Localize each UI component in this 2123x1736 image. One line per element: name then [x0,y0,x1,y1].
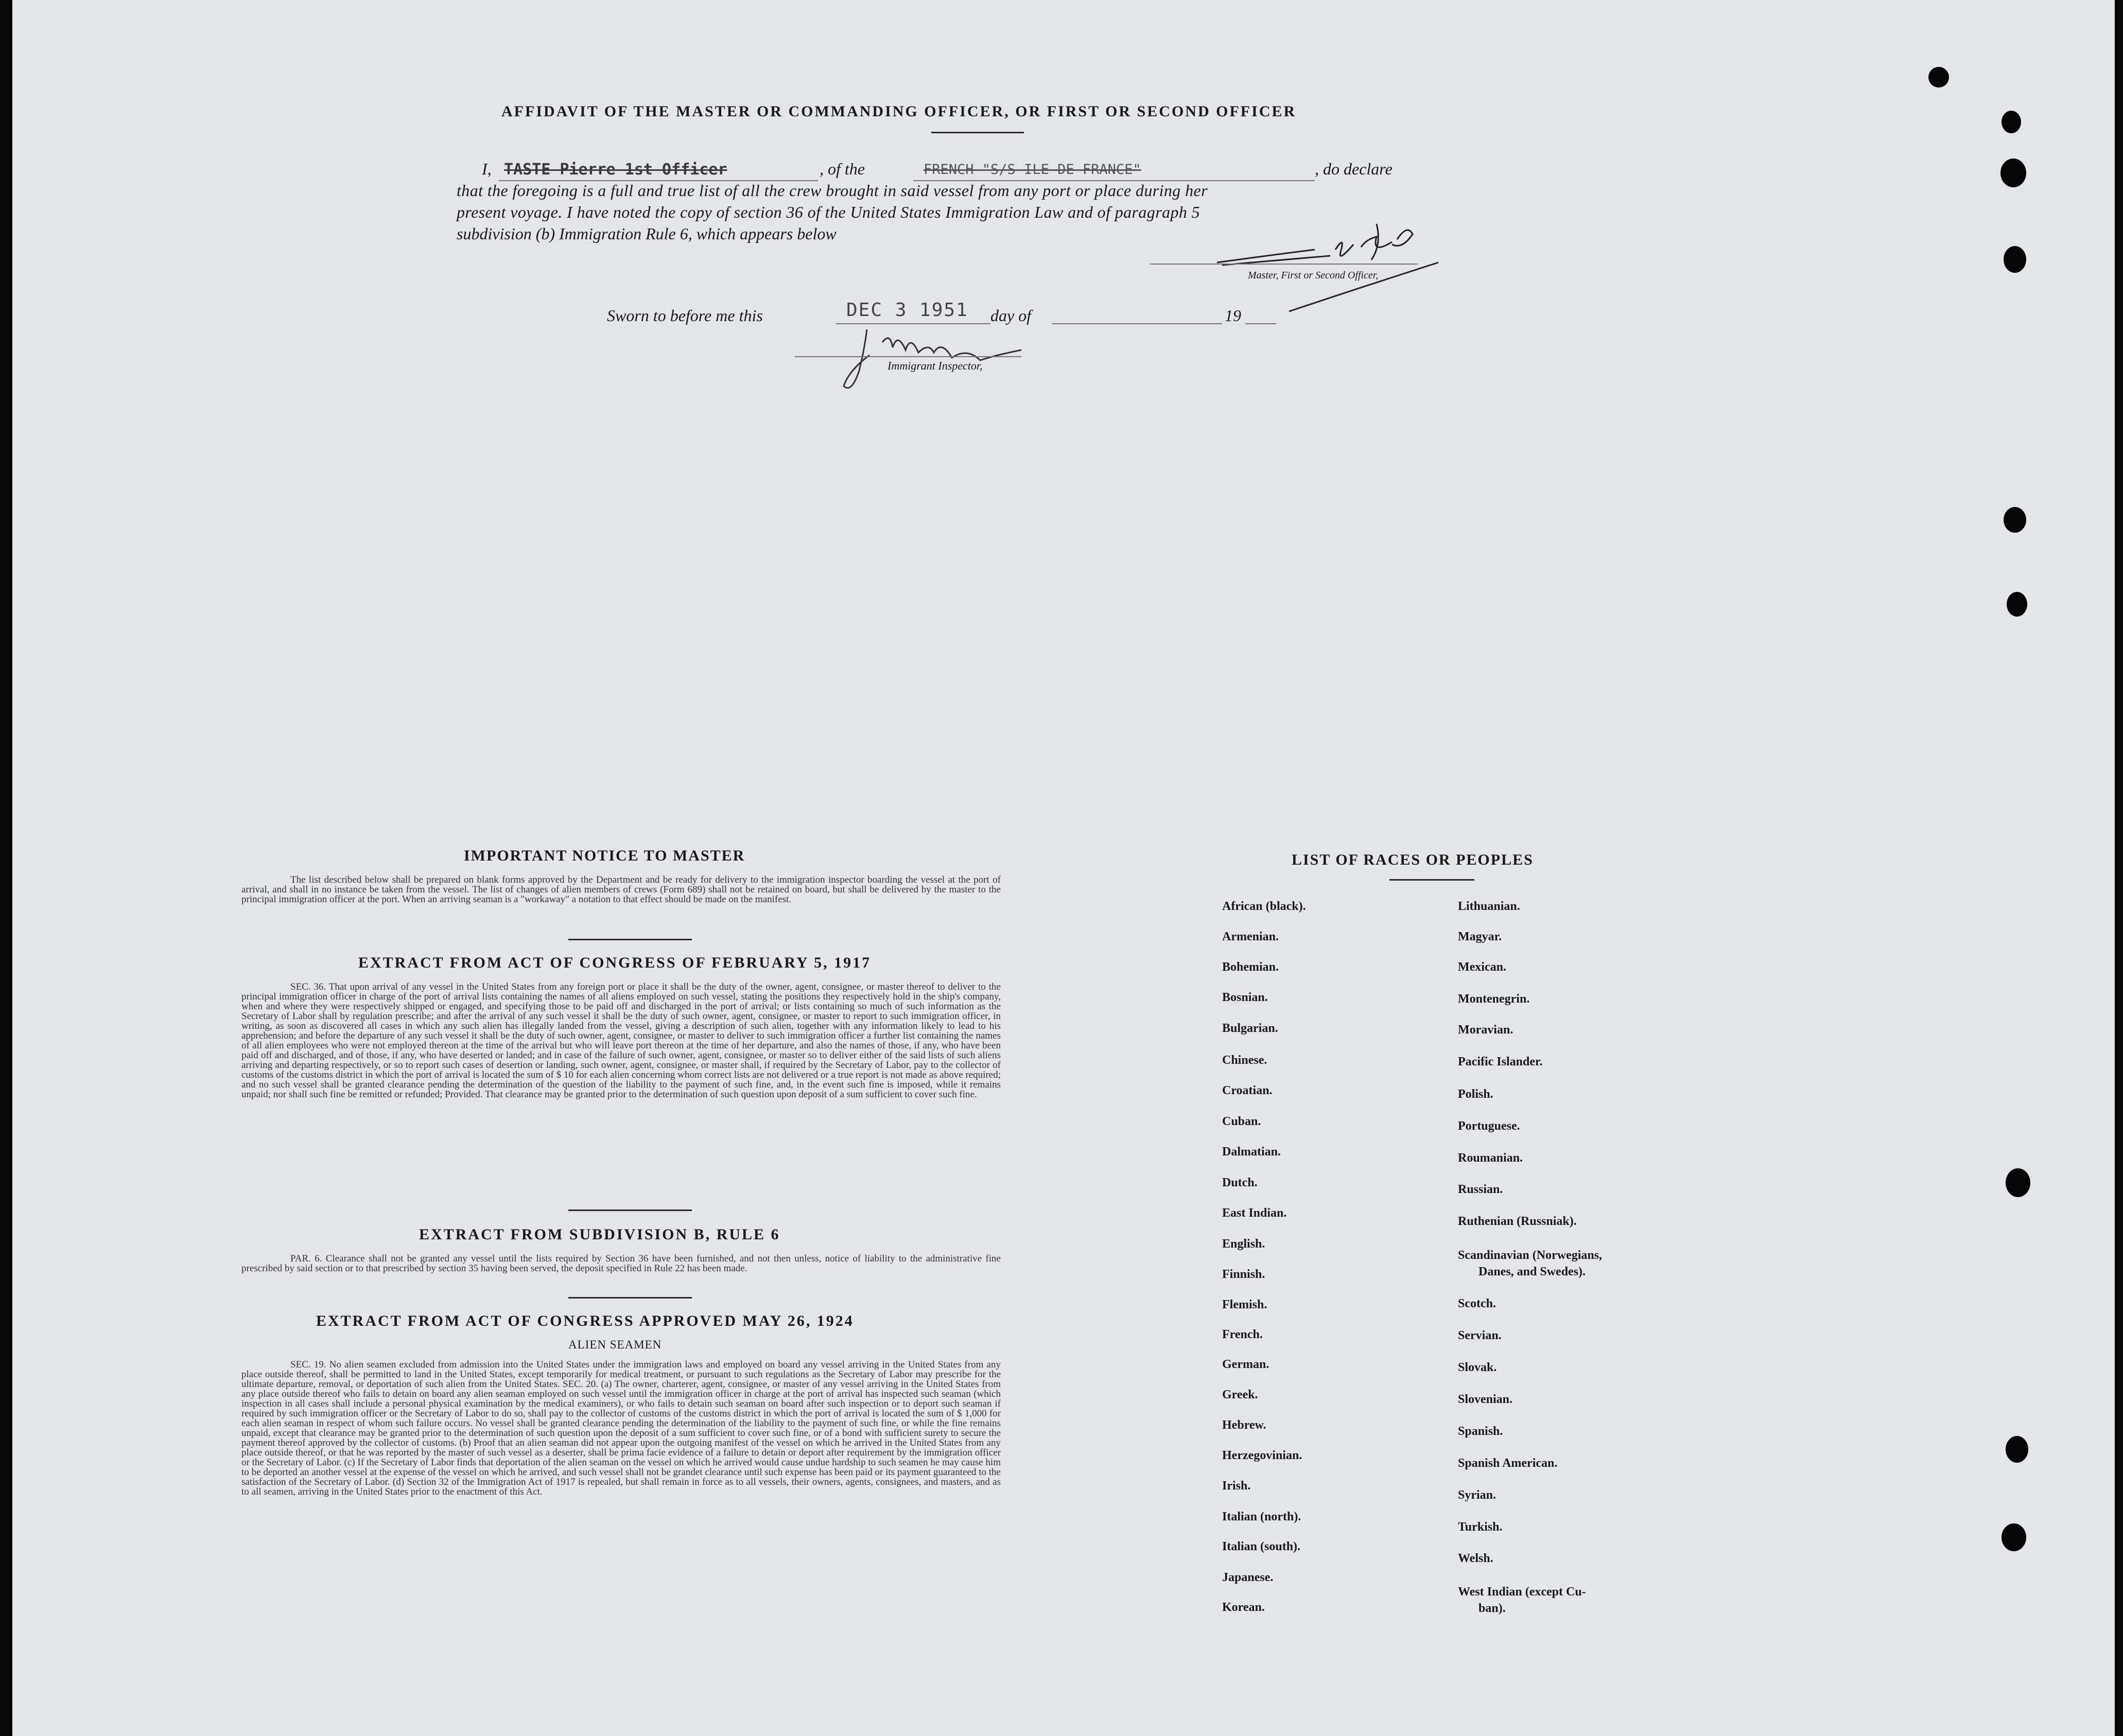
extract2-title: EXTRACT FROM SUBDIVISION B, RULE 6 [419,1226,780,1243]
races-title: LIST OF RACES OR PEOPLES [1292,851,1534,868]
title-underline [931,132,1024,133]
race-item: Herzegovinian. [1222,1449,1302,1462]
notice-body: The list described below shall be prepared on blank forms approved by the Department and be ready for delivery to the immigration inspector boarding the vessel at the port of arrival, and shall in no instance be taken from the vessel. The list of changes of alien members of crews (Form 689) shall not be retained on board, but shall be delivered by the master to the principal immigration officer at the port. When an arriving seaman is a "workaway" a notation to that effect should be made on the manifest. [241,874,1001,905]
race-item: Greek. [1222,1388,1258,1401]
inspector-caption: Immigrant Inspector, [888,359,983,372]
race-item: Dalmatian. [1222,1145,1281,1159]
race-item: Montenegrin. [1458,992,1530,1006]
race-item: Flemish. [1222,1298,1267,1311]
race-item: Portuguese. [1458,1119,1520,1133]
punch-hole [2004,246,2026,273]
sworn-prefix: Sworn to before me this [607,306,763,325]
race-item: German. [1222,1358,1269,1371]
race-item: Danes, and Swedes). [1478,1265,1586,1278]
race-item: Polish. [1458,1088,1493,1101]
race-item: West Indian (except Cu- [1458,1585,1586,1599]
divider [568,1209,692,1211]
race-item: Pacific Islander. [1458,1055,1543,1068]
race-item: Welsh. [1458,1552,1493,1565]
race-item: Cuban. [1222,1115,1261,1128]
officer-name-typed: TASTE Pierre 1st Officer [504,161,727,179]
extract2-body: PAR. 6. Clearance shall not be granted any vessel until the lists required by Section 36 have been furnished, and not then unless, notice of liability to the administrative fine prescribed by said section or to that prescribed by section 35 having been served, the deposit specified in Rule 22 has been made. [241,1253,1001,1274]
affidavit-do-declare: , do declare [1315,160,1393,178]
extract1-body: SEC. 36. That upon arrival of any vessel in the United States from any foreign port or place it shall be the duty of the owner, agent, consignee, or master thereof to deliver to the principal immigration officer in charge of the port of arrival lists containing the names of all aliens employed on such vessel, stating the positions they respectively hold in the ship's company, when and where they were respectively shipped or engaged, and specifying those to be paid off and discharged in the port of arrival; or lists containing so much of such information as the Secretary of Labor shall by regulation prescribe; and after the arrival of any such vessel it shall be the duty of such owner, agent, consignee, or master to report to such immigration officer, in writing, as soon as discovered all cases in which any such alien has illegally landed from the vessel, giving a description of such alien, together with any information likely to lead to his apprehension; and before the departure of any such vessel it shall be the duty of such owner, agent, consignee, or master to deliver to such immigration officer a further list containing the names of all alien employees who were not employed thereon at the time of the arrival but who will leave port thereon at the time of her departure, and also the names of those, if any, who have been paid off and discharged, and of those, if any, who have deserted or landed; and in case of the failure of such owner, agent, consignee, or master so to deliver either of the said lists of such aliens arriving and departing respectively, or so to report such cases of desertion or landing, such owner, agent, consignee, or master shall, if required by the Secretary of Labor, pay to the collector of customs of the customs district in which the port of arrival is located the sum of $ 10 for each alien concerning whom correct lists are not delivered or a true report is not made as above required; and no such vessel shall be granted clearance pending the determination of the question of the liability to the payment of such fine, and, in the event such fine is imposed, while it remains unpaid; nor shall such fine be remitted or refunded; Provided. That clearance may be granted prior to the determination of such question upon deposit of a sum sufficient to cover such fine. [241,981,1001,1100]
race-item: Turkish. [1458,1520,1503,1534]
affidavit-i: I, [482,160,492,178]
race-item: Spanish American. [1458,1457,1558,1470]
race-item: East Indian. [1222,1206,1287,1220]
divider [568,939,692,940]
race-item: Bohemian. [1222,960,1279,974]
divider [568,1297,692,1299]
race-item: Slovak. [1458,1361,1497,1374]
race-item: ban). [1478,1602,1506,1615]
race-item: Croatian. [1222,1084,1273,1097]
inspector-signature [805,319,1073,396]
notice-title: IMPORTANT NOTICE TO MASTER [464,847,745,864]
race-item: French. [1222,1328,1263,1341]
race-item: Italian (south). [1222,1540,1301,1553]
signature-caption: Master, First or Second Officer, [1248,270,1379,281]
race-item: Moravian. [1458,1023,1513,1037]
race-item: Finnish. [1222,1268,1265,1281]
race-item: Russian. [1458,1183,1503,1196]
race-item: Bulgarian. [1222,1022,1278,1035]
race-item: Chinese. [1222,1054,1267,1067]
year-fill-line [1245,323,1276,324]
race-item: Korean. [1222,1601,1265,1614]
affidavit-line-4: subdivision (b) Immigration Rule 6, which appears below [457,224,837,243]
affidavit-title: AFFIDAVIT OF THE MASTER OR COMMANDING OFFICER, OR FIRST OR SECOND OFFICER [501,103,1297,120]
punch-hole [1928,67,1949,87]
race-item: Japanese. [1222,1571,1274,1584]
extract3-body: SEC. 19. No alien seamen excluded from admission into the United States under the immigration laws and employed on board any vessel arriving in the United States from any place outside thereof, shall be permitted to land in the United States, except temporarily for medical treatment, or pursuant to such regulations as the Secretary of Labor may prescribe for the ultimate departure, removal, or deportation of such alien from the United States. SEC. 20. (a) The owner, charterer, agent, consignee, or master of any vessel arriving in the United States from any place outside thereof who fails to detain on board any alien seaman employed on such vessel until the immigration officer in charge at the port of arrival has inspected such seaman (which inspection in all cases shall include a personal physical examination by the medical examiners), or who fails to detain such seaman on board after such inspection or to deport such seaman if required by such immigration officer or the Secretary of Labor to do so, shall pay to the collector of customs of the customs district in which the port of arrival is located the sum of $ 1,000 for each alien seaman in respect of whom such failure occurs. No vessel shall be granted clearance pending the determination of the liability to the payment of such fine, or while the fine remains unpaid, except that clearance may be granted prior to the determination of such question upon the deposit of a sum sufficient to cover such fine, or of a bond with sufficient surety to secure the payment thereof approved by the collector of customs. (b) Proof that an alien seaman did not appear upon the outgoing manifest of the vessel on which he arrived in the United States from any place outside thereof, or that he was reported by the master of such vessel as a deserter, shall be prima facie evidence of a failure to detain or deport after requirement by the immigration officer or the Secretary of Labor. (c) If the Secretary of Labor finds that deportation of the alien seaman on the vessel on which he arrived would cause undue hardship to such seamen he may cause him to be deported an another vessel at the expense of the vessel on which he arrived, and such vessel shall not be grandet clearance until such expense has been paid or its payment guaranteed to the satisfaction of the Secretary of Labor. (d) Section 32 of the Immigration Act of 1917 is repealed, but shall remain in force as to all vessels, their owners, agents, consignees, and masters, and as to all seamen, arriving in the United States prior to the enactment of this Act. [241,1359,1001,1497]
extract1-title: EXTRACT FROM ACT OF CONGRESS OF FEBRUARY 5, 1917 [358,954,872,971]
race-item: Slovenian. [1458,1393,1513,1406]
punch-hole [2007,592,2027,617]
race-item: Scandinavian (Norwegians, [1458,1249,1603,1262]
race-item: Lithuanian. [1458,900,1520,913]
race-item: Servian. [1458,1329,1502,1342]
year-prefix: 19 [1225,306,1241,325]
race-item: Irish. [1222,1479,1251,1493]
punch-hole [2002,1523,2026,1551]
extract3-subtitle: ALIEN SEAMEN [568,1338,662,1351]
race-item: English. [1222,1237,1265,1251]
punch-hole [2002,111,2021,133]
inspector-line [795,356,1021,357]
race-item: Syrian. [1458,1488,1496,1502]
race-item: Magyar. [1458,930,1502,943]
punch-hole [2006,1436,2028,1463]
signature-line [1150,264,1418,265]
race-item: Scotch. [1458,1297,1496,1310]
affidavit-of-the: , of the [820,160,865,178]
punch-hole [2000,159,2026,187]
races-title-underline [1389,879,1474,881]
race-item: Roumanian. [1458,1151,1523,1165]
document-page [9,0,2118,1736]
race-item: African (black). [1222,900,1306,913]
race-item: Mexican. [1458,960,1506,974]
vessel-name-typed: FRENCH "S/S ILE DE FRANCE" [924,162,1141,178]
sworn-date-stamp: DEC 3 1951 [846,300,968,321]
affidavit-line-2: that the foregoing is a full and true list of all the crew brought in said vessel from any port or place during her [457,181,1208,200]
affidavit-line-3: present voyage. I have noted the copy of section 36 of the United States Immigration Law and of paragraph 5 [457,203,1200,221]
day-of-label: day of [990,306,1032,325]
race-item: Bosnian. [1222,991,1268,1004]
race-item: Dutch. [1222,1176,1258,1189]
race-item: Italian (north). [1222,1510,1301,1523]
race-item: Ruthenian (Russniak). [1458,1215,1577,1228]
punch-hole [2006,1168,2030,1197]
race-item: Spanish. [1458,1425,1503,1438]
month-fill-line [1052,323,1222,324]
race-item: Armenian. [1222,930,1279,943]
extract3-title: EXTRACT FROM ACT OF CONGRESS APPROVED MAY 26, 1924 [316,1312,854,1329]
race-item: Hebrew. [1222,1418,1266,1432]
punch-hole [2004,507,2026,533]
